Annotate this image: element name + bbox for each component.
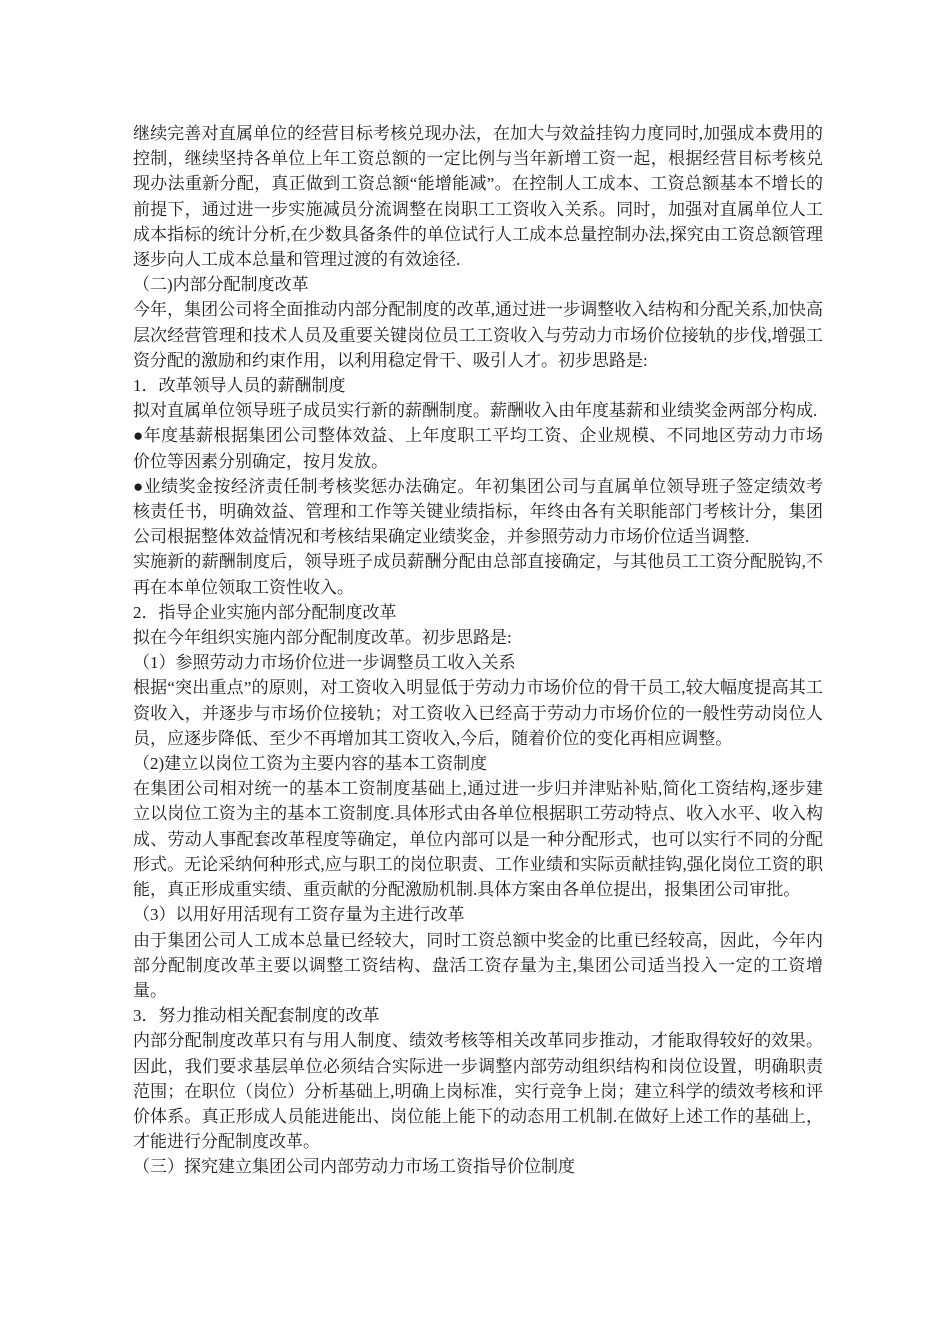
item-heading-leader-salary-reform: 1．改革领导人员的薪酬制度 [133, 376, 346, 396]
bullet-annual-base-salary: ●年度基薪根据集团公司整体效益、上年度职工平均工资、企业规模、不同地区劳动力市场价位等因素分别确定，按月发放。 [133, 426, 823, 471]
paragraph-wage-stock-adjustment: 由于集团公司人工成本总量已经较大，同时工资总额中奖金的比重已经较高，因此，今年内部分配制度改革主要以调整工资结构、盘活工资存量为主,集团公司适当投入一定的工资增量。 [133, 930, 823, 1000]
paragraph-new-salary-system: 拟对直属单位领导班子成员实行新的薪酬制度。薪酬收入由年度基薪和业绩奖金两部分构成. [133, 401, 818, 421]
sub-heading-position-wage-system: （2)建立以岗位工资为主要内容的基本工资制度 [133, 754, 488, 774]
bullet-performance-bonus: ●业绩奖金按经济责任制考核奖惩办法确定。年初集团公司与直属单位领导班子签定绩效考核责任书，明确效益、管理和工作等关键业绩指标，年终由各有关职能部门考核计分，集团公司根据整体效益情况和考核结果确定业绩奖金，并参照劳动力市场价位适当调整. [133, 476, 823, 547]
paragraph-reform-overview: 今年，集团公司将全面推动内部分配制度的改革,通过进一步调整收入结构和分配关系,加快高层次经营管理和技术人员及重要关键岗位员工工资收入与劳动力市场价位接轨的步伐,增强工资分配的激励和约束作用，以利用稳定骨干、吸引人才。初步思路是: [133, 300, 823, 370]
sub-heading-market-price-adjustment: （1）参照劳动力市场价位进一步调整员工收入关系 [133, 653, 516, 673]
paragraph-salary-system-implementation: 实施新的薪酬制度后，领导班子成员薪酬分配由总部直接确定，与其他员工工资分配脱钩,不再在本单位领取工资性收入。 [133, 552, 823, 597]
paragraph-basic-wage-system-detail: 在集团公司相对统一的基本工资制度基础上,通过进一步归并津贴补贴,简化工资结构,逐步建立以岗位工资为主的基本工资制度.具体形式由各单位根据职工劳动特点、收入水平、收入构成、劳动人事配套改革程度等确定，单位内部可以是一种分配形式，也可以实行不同的分配形式。无论采纳何种形式,应与职工的岗位职责、工作业绩和实际贡献挂钩,强化岗位工资的职能，真正形成重实绩、重贡献的分配激励机制.具体方案由各单位提出，报集团公司审批。 [133, 779, 823, 900]
paragraph-key-staff-income-adjustment: 根据“突出重点”的原则，对工资收入明显低于劳动力市场价位的骨干员工,较大幅度提高其工资收入，并逐步与市场价位接轨；对工资收入已经高于劳动力市场价位的一般性劳动岗位人员，应逐步降低、至少不再增加其工资收入,今后，随着价位的变化再相应调整。 [133, 678, 823, 748]
paragraph-supporting-reform-detail: 内部分配制度改革只有与用人制度、绩效考核等相关改革同步推动，才能取得较好的效果。因此，我们要求基层单位必须结合实际进一步调整内部劳动组织结构和岗位设置，明确职责范围；在职位（岗位）分析基础上,明确上岗标准，实行竞争上岗；建立科学的绩效考核和评价体系。真正形成人员能进能出、岗位能上能下的动态用工机制.在做好上述工作的基础上，才能进行分配制度改革。 [133, 1031, 823, 1152]
item-heading-guide-enterprise-reform: 2．指导企业实施内部分配制度改革 [133, 602, 397, 622]
sub-heading-wage-stock-reform: （3）以用好用活现有工资存量为主进行改革 [133, 905, 465, 925]
item-heading-supporting-system-reform: 3．努力推动相关配套制度的改革 [133, 1006, 380, 1026]
paragraph-wage-total-assessment: 继续完善对直属单位的经营目标考核兑现办法，在加大与效益挂钩力度同时,加强成本费用的控制，继续坚持各单位上年工资总额的一定比例与当年新增工资一起，根据经营目标考核兑现办法重新分配，真正做到工资总额“能增能减”。在控制人工成本、工资总额基本不增长的前提下，通过进一步实施减员分流调整在岗职工工资收入关系。同时，加强对直属单位人工成本指标的统计分析,在少数具备条件的单位试行人工成本总量控制办法,探究由工资总额管理逐步向人工成本总量和管理过渡的有效途径. [133, 124, 823, 270]
section-heading-internal-labor-market-price: （三）探究建立集团公司内部劳动力市场工资指导价位制度 [133, 1157, 575, 1177]
section-heading-internal-distribution-reform: （二)内部分配制度改革 [133, 275, 309, 295]
paragraph-reform-plan-this-year: 拟在今年组织实施内部分配制度改革。初步思路是: [133, 628, 512, 648]
document-text-block [133, 121, 823, 1180]
